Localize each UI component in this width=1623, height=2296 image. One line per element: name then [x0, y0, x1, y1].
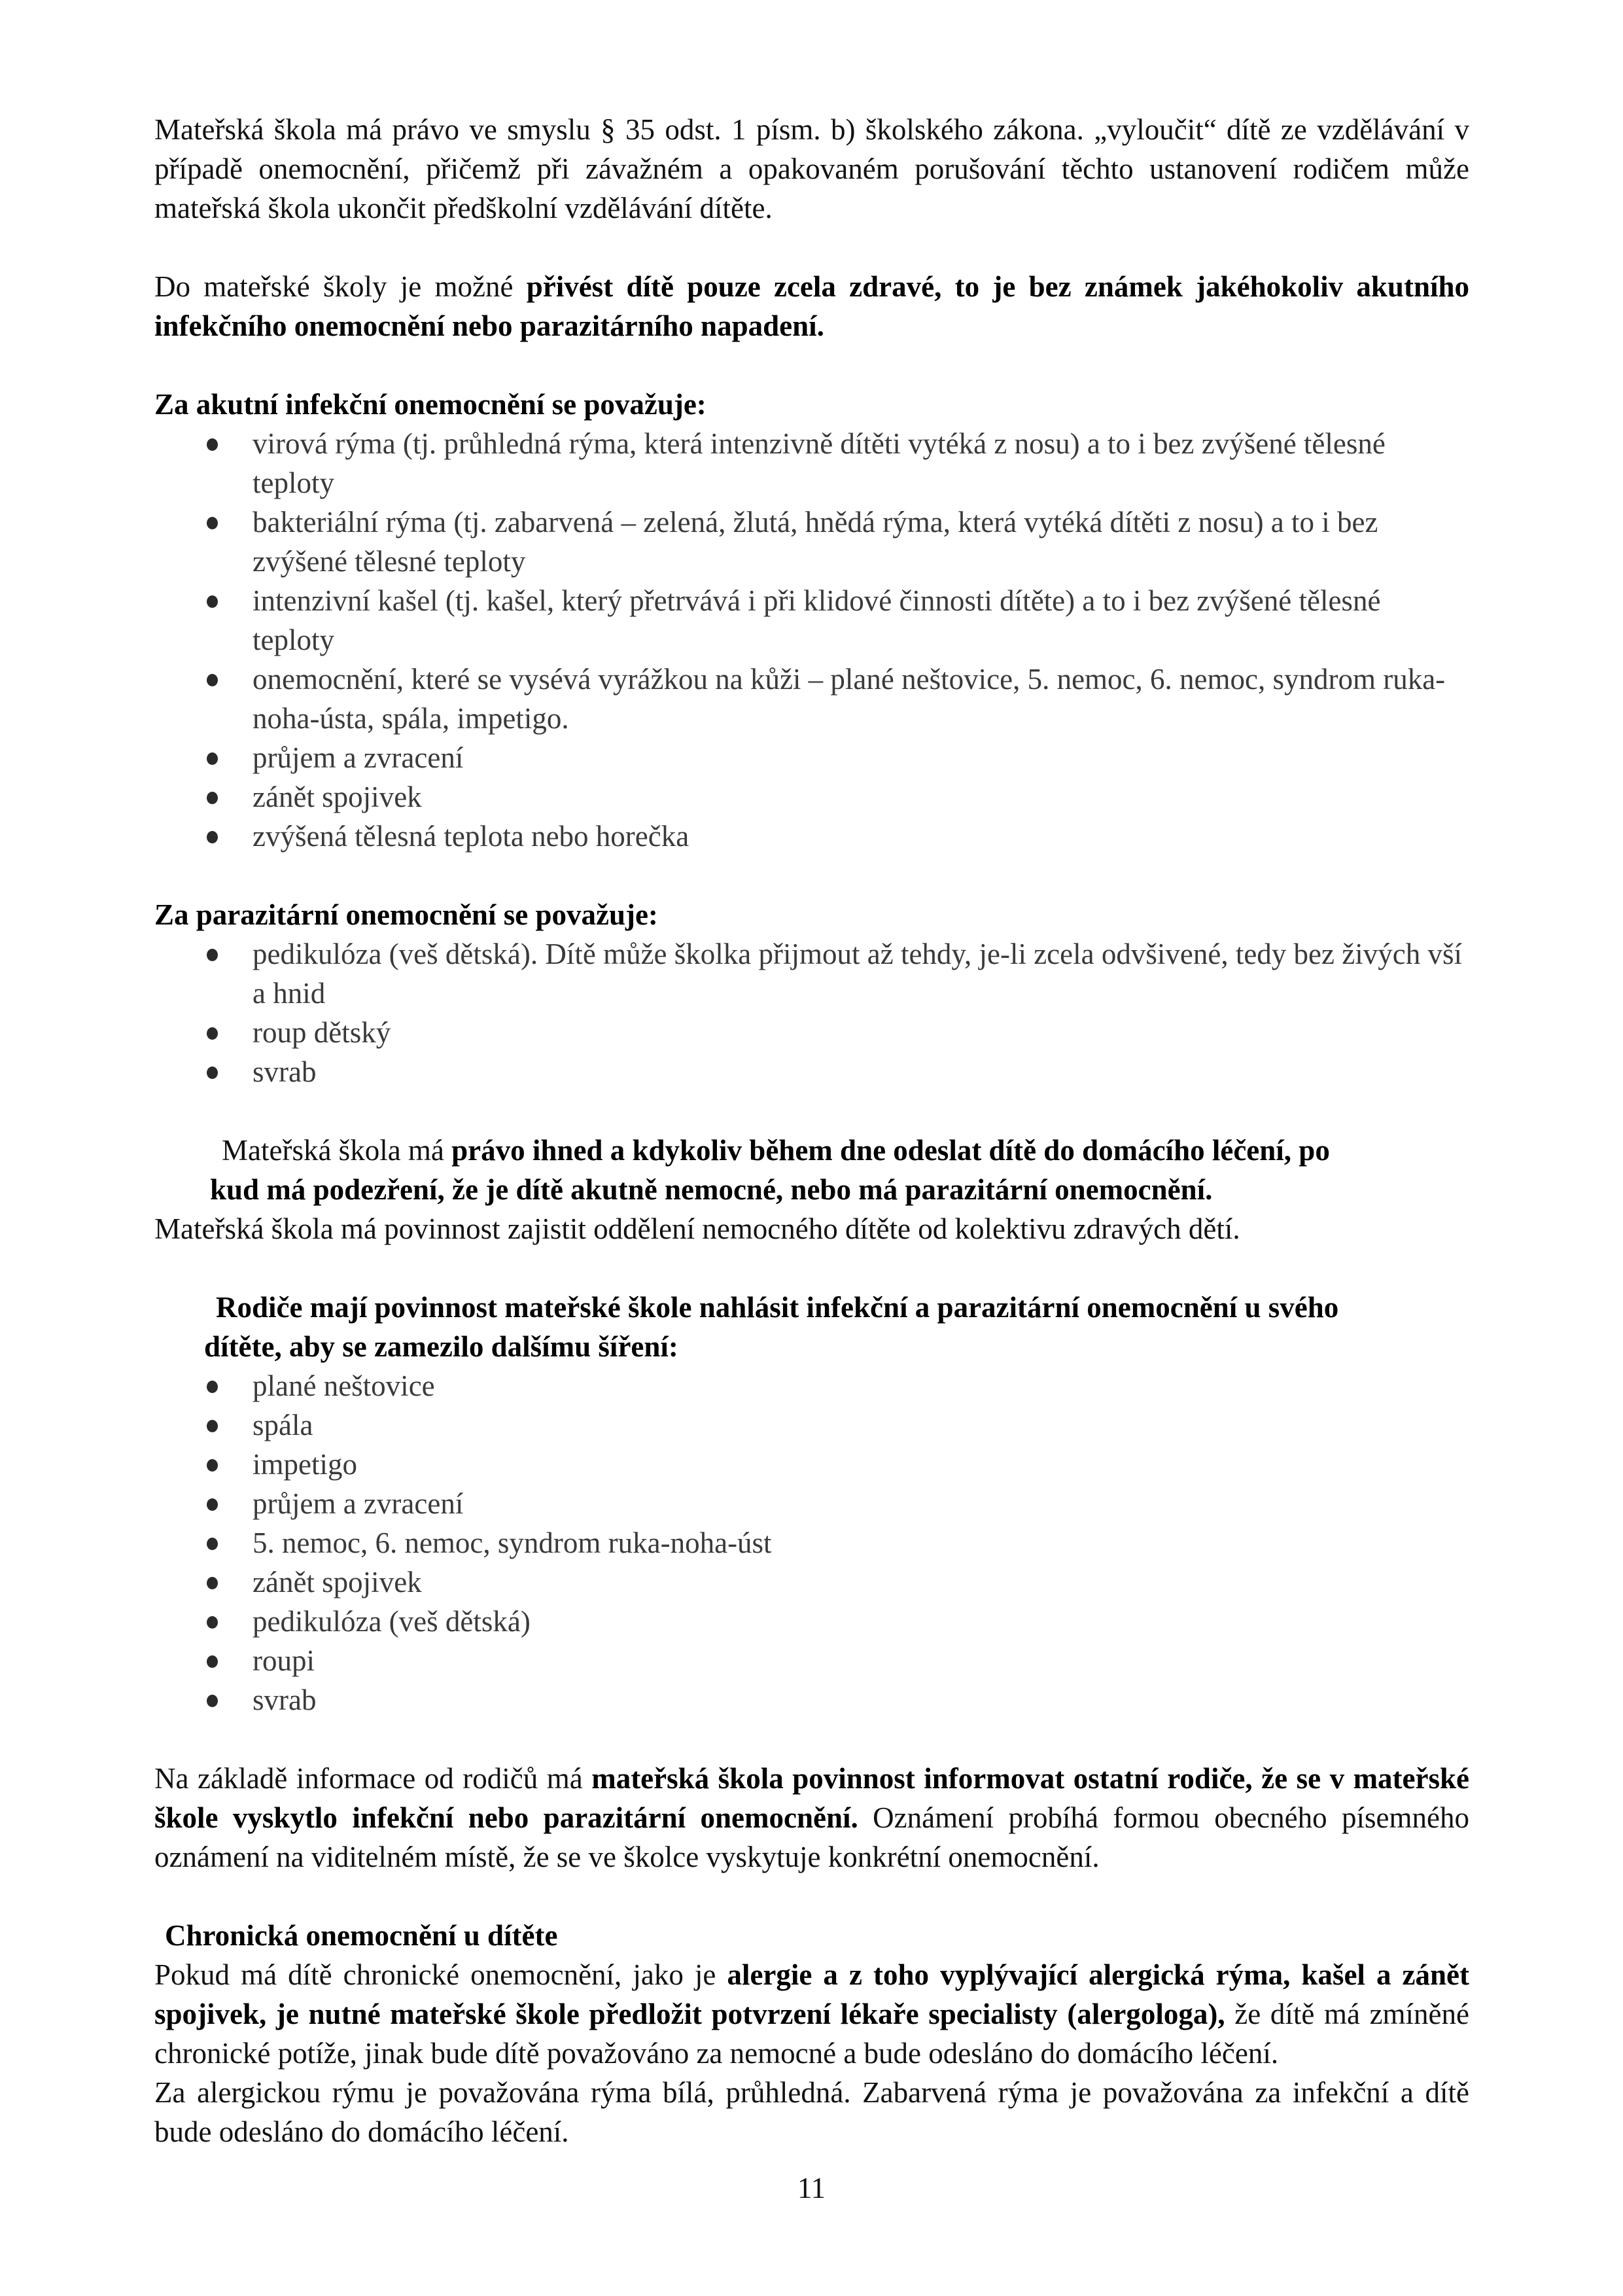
send-home-line-2: kud má podezření, že je dítě akutně nemocné, nebo má parazitární onemocnění. [210, 1173, 1213, 1206]
bullet-icon [207, 1538, 218, 1550]
acute-heading: Za akutní infekční onemocnění se považuje: [154, 388, 707, 421]
document-page [154, 110, 1469, 2151]
bullet-icon [207, 517, 218, 529]
list-item: 5. nemoc, 6. nemoc, syndrom ruka-noha-úst [154, 1523, 1469, 1563]
page-number: 11 [797, 2172, 826, 2204]
bullet-icon [207, 1695, 218, 1707]
spacer [154, 1248, 1469, 1288]
bullet-icon [207, 438, 218, 451]
bullet-icon [207, 1067, 218, 1079]
spacer [154, 1877, 1469, 1916]
bullet-icon [207, 1027, 218, 1040]
healthy-rule-paragraph [154, 267, 1469, 345]
list-item: pedikulóza (veš dětská) [154, 1602, 1469, 1641]
parasitic-heading: Za parazitární onemocnění se považuje: [154, 898, 658, 931]
report-list [154, 1366, 1469, 1720]
inform-paragraph: Na základě informace od rodičů má mateřská škola povinnost informovat ostatní rodiče, že se v mateřské škole vyskytlo infekční nebo parazitární onemocnění. Oznámení probíhá formou obecného písemného oznámení na viditelném místě, že se ve školce vyskytuje konkrétní onemocnění. [154, 1762, 1469, 1873]
list-item: zánět spojivek [154, 777, 1469, 817]
list-item: bakteriální rýma (tj. zabarvená – zelená, žlutá, hnědá rýma, která vytéká dítěti z nosu) a to i bez zvýšené tělesné teploty [154, 503, 1469, 581]
spacer [154, 1091, 1469, 1131]
list-item: onemocnění, které se vysévá vyrážkou na kůži – plané neštovice, 5. nemoc, 6. nemoc, syndrom ruka-noha-ústa, spála, impetigo. [154, 660, 1469, 738]
list-item: impetigo [154, 1445, 1469, 1484]
bullet-icon [207, 792, 218, 804]
spacer [154, 856, 1469, 895]
bullet-icon [207, 1381, 218, 1393]
chronic-paragraph: Pokud má dítě chronické onemocnění, jako je alergie a z toho vyplývající alergická rýma, kašel a zánět spojivek, je nutné mateřské škole předložit potvrzení lékaře specialisty (alergologa), že dítě má zmíněné chronické potíže, jinak bude dítě považováno za nemocné a bude odesláno do domácího léčení. [154, 1958, 1469, 2070]
list-item: zvýšená tělesná teplota nebo horečka [154, 817, 1469, 856]
list-item: zánět spojivek [154, 1563, 1469, 1602]
bullet-icon [207, 1498, 218, 1511]
chronic-heading: Chronická onemocnění u dítěte [165, 1919, 558, 1952]
bullet-icon [207, 1459, 218, 1472]
separation-paragraph: Mateřská škola má povinnost zajistit oddělení nemocného dítěte od kolektivu zdravých dětí. [154, 1212, 1240, 1245]
spacer [154, 345, 1469, 385]
list-item: roupi [154, 1641, 1469, 1680]
list-item: intenzivní kašel (tj. kašel, který přetrvává i při klidové činnosti dítěte) a to i bez zvýšené tělesné teploty [154, 581, 1469, 660]
allergy-note-paragraph: Za alergickou rýmu je považována rýma bílá, průhledná. Zabarvená rýma je považována za infekční a dítě bude odesláno do domácího léčení. [154, 2076, 1469, 2148]
list-item: průjem a zvracení [154, 738, 1469, 777]
list-item: průjem a zvracení [154, 1484, 1469, 1523]
healthy-rule-prefix: Do mateřské školy je možné [154, 270, 527, 303]
bullet-icon [207, 752, 218, 765]
spacer [154, 228, 1469, 267]
list-item: plané neštovice [154, 1366, 1469, 1405]
bullet-icon [207, 674, 218, 686]
list-item: svrab [154, 1680, 1469, 1720]
list-item: svrab [154, 1052, 1469, 1091]
send-home-line-1: Mateřská škola má právo ihned a kdykoliv během dne odeslat dítě do domácího léčení, po [222, 1134, 1330, 1167]
list-item: virová rýma (tj. průhledná rýma, která intenzivně dítěti vytéká z nosu) a to i bez zvýšené tělesné teploty [154, 424, 1469, 503]
bullet-icon [207, 831, 218, 843]
send-home-paragraph [154, 1131, 1469, 1209]
bullet-icon [207, 1655, 218, 1668]
acute-list [154, 424, 1469, 856]
intro-paragraph: Mateřská škola má právo ve smyslu § 35 odst. 1 písm. b) školského zákona. „vyloučit“ dítě ze vzdělávání v případě onemocnění, přičemž při závažném a opakovaném porušování těchto ustanovení rodičem může mateřská škola ukončit předškolní vzdělávání dítěte. [154, 113, 1469, 224]
bullet-icon [207, 949, 218, 961]
report-heading: Rodiče mají povinnost mateřské škole nahlásit infekční a parazitární onemocnění u svého dítěte, aby se zamezilo dalšímu šíření: [204, 1291, 1339, 1363]
list-item: pedikulóza (veš dětská). Dítě může školka přijmout až tehdy, je-li zcela odvšivené, tedy bez živých vší a hnid [154, 934, 1469, 1013]
bullet-icon [207, 595, 218, 608]
healthy-rule-emphasis: přivést dítě pouze zcela zdravé, to je bez známek jakéhokoliv akutního infekčního onemocnění nebo parazitárního napadení. [154, 270, 1470, 342]
spacer [154, 1720, 1469, 1759]
parasitic-list [154, 934, 1469, 1091]
bullet-icon [207, 1616, 218, 1629]
list-item: roup dětský [154, 1013, 1469, 1052]
bullet-icon [207, 1577, 218, 1589]
bullet-icon [207, 1420, 218, 1432]
list-item: spála [154, 1405, 1469, 1445]
